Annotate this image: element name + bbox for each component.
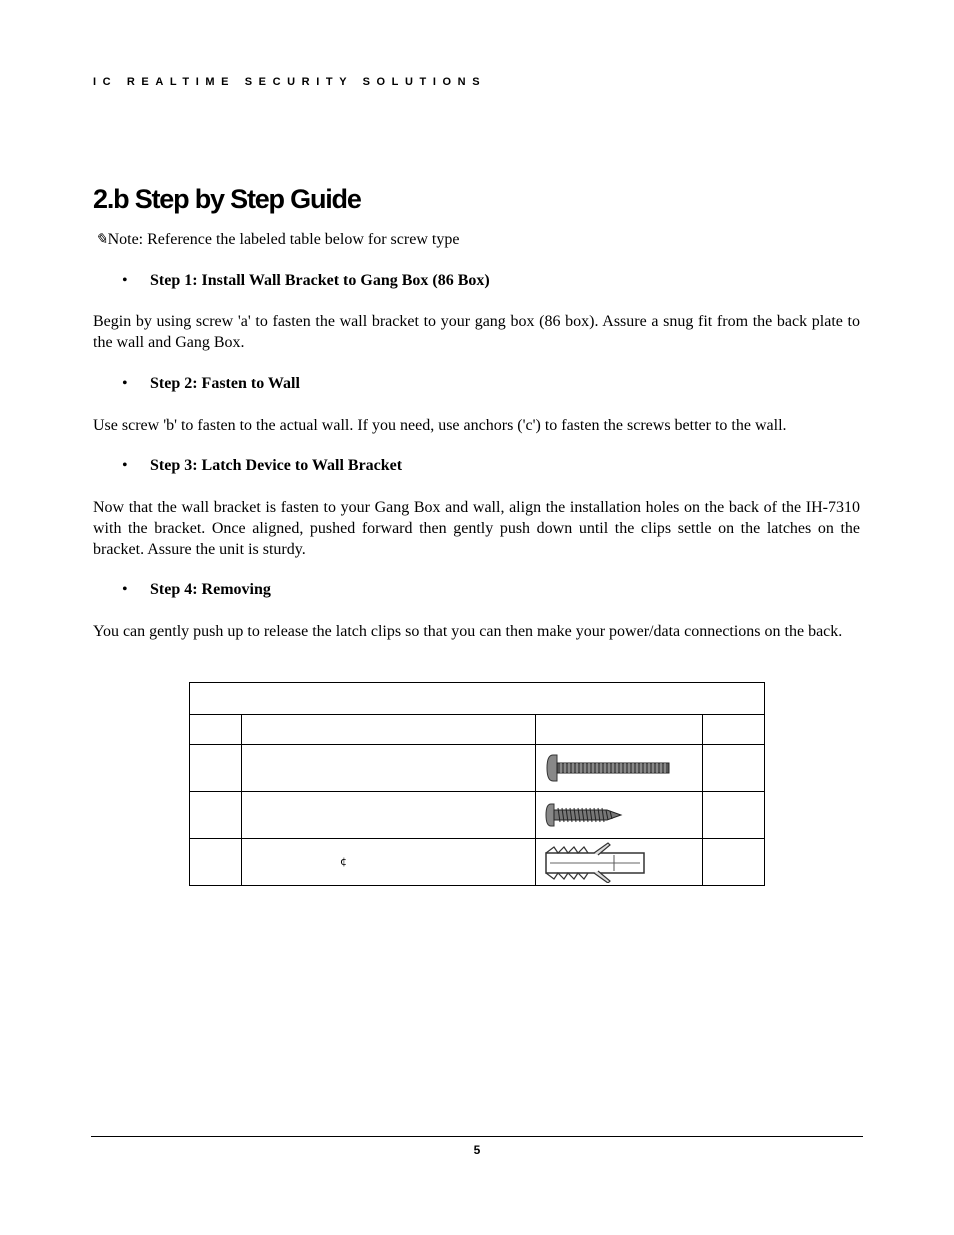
- bullet-icon: •: [122, 375, 128, 392]
- wood-screw-icon: [545, 802, 635, 828]
- step-3-heading: • Step 3: Latch Device to Wall Bracket: [122, 457, 403, 474]
- step-3-body: Now that the wall bracket is fasten to your Gang Box and wall, align the installation holes on the back of the IH-7310 with the bracket. Once aligned, pushed forward then gently push down until the clips settle on the latches on the bracket. Assure the unit is sturdy.: [93, 499, 860, 558]
- note-text: Note: Reference the labeled table below for screw type: [107, 231, 460, 248]
- header-cell: [190, 715, 242, 745]
- page-number: 5: [473, 1143, 481, 1157]
- image-cell: [536, 745, 703, 792]
- table-header-row: [190, 715, 765, 745]
- header-cell: [241, 715, 535, 745]
- step-4-heading: • Step 4: Removing: [122, 581, 271, 598]
- label-cell: [190, 792, 242, 839]
- step-1-heading: • Step 1: Install Wall Bracket to Gang Box (86 Box): [122, 272, 490, 289]
- step-2-body: Use screw 'b' to fasten to the actual wall. If you need, use anchors ('c') to fasten the screws better to the wall.: [93, 417, 787, 434]
- step-2-heading: • Step 2: Fasten to Wall: [122, 375, 300, 392]
- quantity-cell: [703, 745, 765, 792]
- screw-table: [189, 682, 765, 886]
- pencil-icon: ✎: [95, 232, 108, 248]
- bullet-icon: •: [122, 272, 128, 289]
- section-title: 2.b Step by Step Guide: [93, 184, 361, 214]
- quantity-cell: [703, 792, 765, 839]
- machine-screw-icon: [545, 752, 675, 784]
- page-header: IC REALTIME SECURITY SOLUTIONS: [93, 76, 487, 88]
- image-cell: [536, 792, 703, 839]
- name-cell: [241, 792, 535, 839]
- quantity-cell: [703, 839, 765, 886]
- wall-anchor-icon: [544, 841, 648, 883]
- table-caption: [190, 683, 765, 715]
- label-cell: [190, 839, 242, 886]
- table-row: [190, 839, 765, 886]
- image-cell: [536, 839, 703, 886]
- footer-rule: [91, 1136, 863, 1137]
- table-caption-row: [190, 683, 765, 715]
- bullet-icon: •: [122, 457, 128, 474]
- header-cell: [703, 715, 765, 745]
- table-row: [190, 745, 765, 792]
- header-cell: [536, 715, 703, 745]
- step-1-body: Begin by using screw 'a' to fasten the wall bracket to your gang box (86 box). Assure a snug fit from the back plate to the wall and Gang Box.: [93, 313, 860, 351]
- note: [95, 230, 459, 249]
- table-row: [190, 792, 765, 839]
- label-cell: [190, 745, 242, 792]
- name-cell: ¢: [241, 839, 535, 886]
- name-cell: [241, 745, 535, 792]
- bullet-icon: •: [122, 581, 128, 598]
- step-4-body: You can gently push up to release the latch clips so that you can then make your power/data connections on the back.: [93, 623, 843, 640]
